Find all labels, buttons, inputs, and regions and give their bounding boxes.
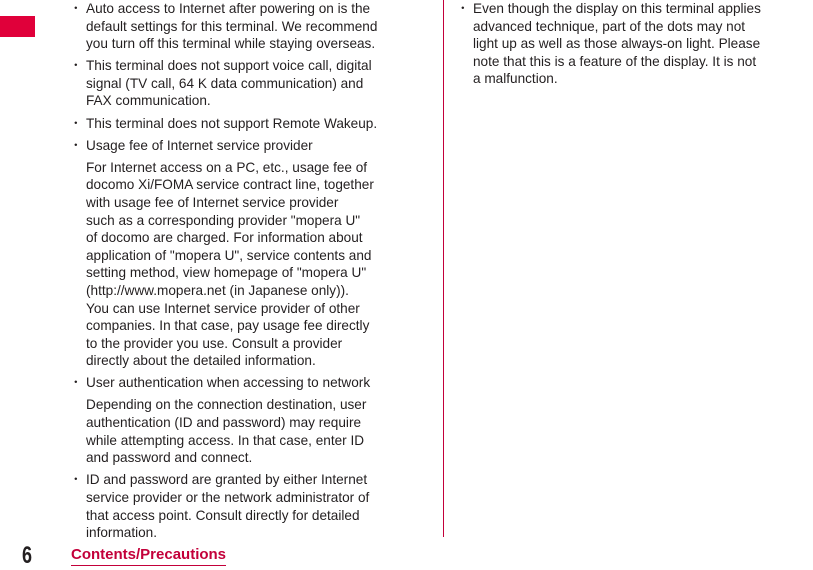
list-item-text: User authentication when accessing to network — [86, 375, 371, 391]
list-item — [67, 57, 435, 110]
list-item-text: Even though the display on this terminal applies advanced technique, part of the dots may not light up as well as those always-on light. Please note that this is a feature of the display. It is not a malfunction. — [473, 1, 761, 87]
bullet-icon: ・ — [69, 375, 83, 391]
right-column — [454, 0, 813, 92]
left-column — [67, 0, 435, 546]
list-item-text: Auto access to Internet after powering on is the default settings for this terminal. We recommend you turn off this terminal while staying overseas. — [86, 1, 378, 52]
list-item-text: This terminal does not support Remote Wakeup. — [86, 115, 378, 131]
list-item — [67, 0, 435, 53]
authentication-paragraph: Depending on the connection destination, user authentication (ID and password) may require while attempting access. In that case, enter ID and password and connect. — [86, 397, 367, 466]
section-title-link[interactable]: Contents/Precautions — [71, 546, 226, 566]
bullet-icon: ・ — [69, 137, 83, 153]
list-item — [67, 471, 435, 541]
bullet-icon: ・ — [69, 1, 83, 16]
list-item — [454, 0, 813, 88]
bullet-icon: ・ — [69, 115, 83, 131]
column-divider — [443, 0, 444, 537]
list-item-text: ID and password are granted by either Internet service provider or the network administrator of that access point. Consult directly for detailed information. — [86, 472, 370, 541]
list-item-text: Usage fee of Internet service provider — [86, 137, 313, 153]
chapter-tab-marker — [0, 16, 35, 37]
list-item — [67, 137, 435, 155]
list-item — [67, 115, 435, 133]
bullet-icon: ・ — [69, 58, 83, 74]
bullet-icon: ・ — [456, 1, 470, 16]
list-item-text: This terminal does not support voice call, digital signal (TV call, 64 K data communication) and FAX communication. — [86, 58, 372, 109]
page-number: 6 — [22, 542, 33, 569]
provider-fee-paragraph: For Internet access on a PC, etc., usage fee of docomo Xi/FOMA service contract line, together with usage fee of Internet service provider such as a corresponding provider "mopera U" of docomo are charged. For information about application of "mopera U", service contents and setting method, view homepage of "mopera U" (http://www.mopera.net (in Japanese only)). You can use Internet service provider of other companies. In that case, pay usage fee directly to the provider you use. Consult a provider directly about the detailed information. — [86, 159, 374, 369]
bullet-icon: ・ — [69, 472, 83, 488]
list-item — [67, 374, 435, 392]
